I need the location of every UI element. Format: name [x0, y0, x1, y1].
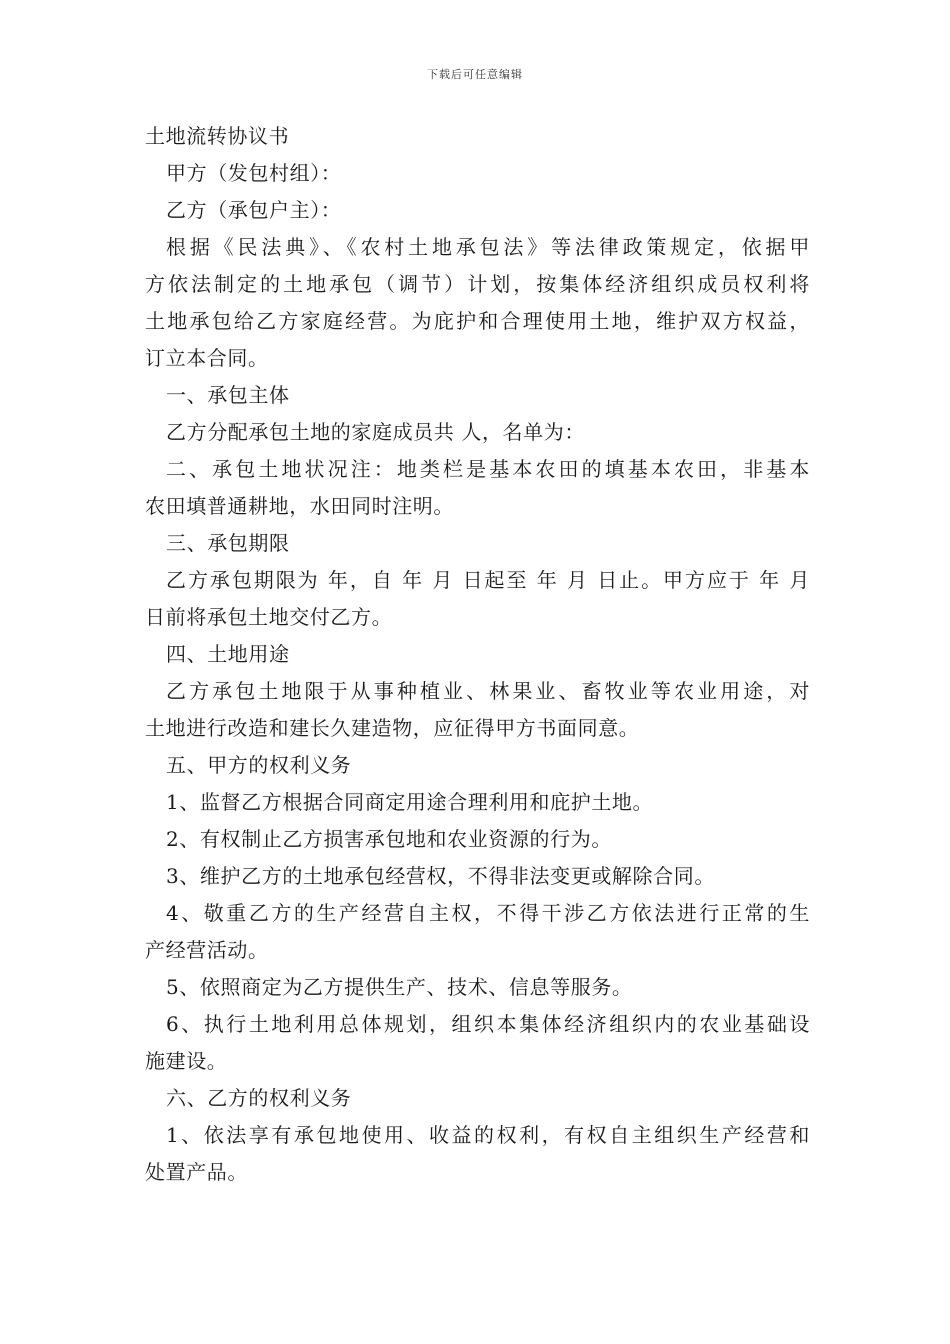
document-line: 乙方承包土地限于从事种植业、林果业、畜牧业等农业用途，对	[166, 679, 810, 703]
document-line: 日前将承包土地交付乙方。	[145, 605, 393, 629]
document-line: 施建设。	[145, 1049, 228, 1073]
document-line: 农田填普通耕地，水田同时注明。	[145, 494, 454, 518]
document-line: 乙方（承包户主）：	[166, 198, 342, 222]
document-line: 5、依照商定为乙方提供生产、技术、信息等服务。	[166, 975, 633, 999]
document-line: 产经营活动。	[145, 938, 269, 962]
document-line: 6、执行土地利用总体规划，组织本集体经济组织内的农业基础设	[166, 1012, 810, 1036]
document-line: 3、维护乙方的土地承包经营权，不得非法变更或解除合同。	[166, 864, 715, 888]
document-line: 方依法制定的土地承包（调节）计划，按集体经济组织成员权利将	[145, 272, 810, 296]
document-line: 五、甲方的权利义务	[166, 753, 352, 777]
document-line: 1、依法享有承包地使用、收益的权利，有权自主组织生产经营和	[166, 1123, 810, 1147]
page-header-note: 下载后可任意编辑	[427, 68, 523, 81]
document-line: 4、敬重乙方的生产经营自主权，不得干涉乙方依法进行正常的生	[166, 901, 810, 925]
document-line: 乙方承包期限为 年，自 年 月 日起至 年 月 日止。甲方应于 年 月	[166, 568, 810, 592]
document-line: 处置产品。	[145, 1160, 248, 1184]
document-line: 甲方（发包村组）：	[166, 161, 342, 185]
document-body	[145, 118, 810, 1191]
document-line: 一、承包主体	[166, 383, 290, 407]
document-line: 2、有权制止乙方损害承包地和农业资源的行为。	[166, 827, 612, 851]
document-line: 土地进行改造和建长久建造物，应征得甲方书面同意。	[145, 716, 640, 740]
document-line: 三、承包期限	[166, 531, 290, 555]
document-line: 订立本合同。	[145, 346, 269, 370]
document-line: 六、乙方的权利义务	[166, 1086, 352, 1110]
document-line: 土地承包给乙方家庭经营。为庇护和合理使用土地，维护双方权益，	[145, 309, 810, 333]
document-line: 根据《民法典》、《农村土地承包法》等法律政策规定，依据甲	[166, 235, 810, 259]
document-line: 四、土地用途	[166, 642, 290, 666]
document-line: 二、承包土地状况注：地类栏是基本农田的填基本农田，非基本	[166, 457, 810, 481]
document-line: 1、监督乙方根据合同商定用途合理利用和庇护土地。	[166, 790, 654, 814]
document-line: 乙方分配承包土地的家庭成员共 人，名单为：	[166, 420, 585, 444]
document-title: 土地流转协议书	[145, 124, 290, 148]
